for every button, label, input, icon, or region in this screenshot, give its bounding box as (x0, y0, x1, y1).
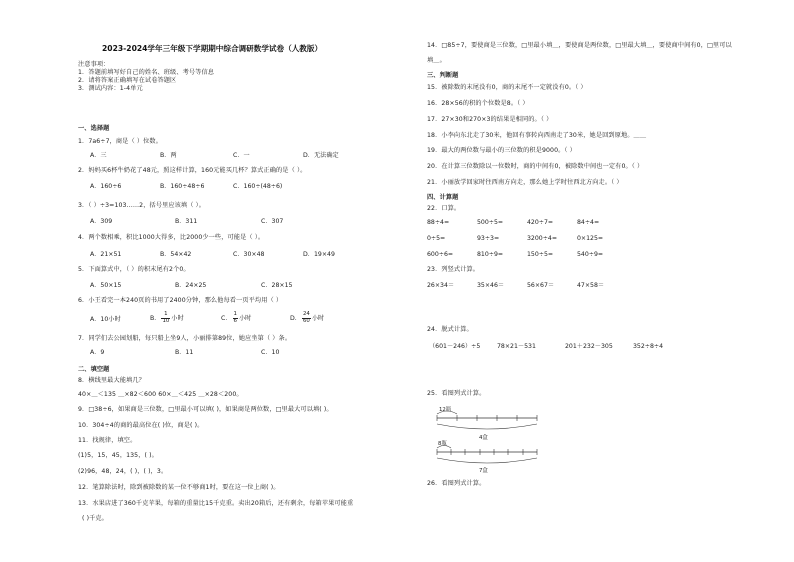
question-18: 18．小李向东北走了30米，他回有事转向西南走了30米，她是回到原地。＿＿ (427, 132, 647, 139)
section-calc-heading: 四、计算题 (427, 194, 459, 201)
oral-item: 84÷4= (577, 219, 600, 226)
question-25: 25．看图列式计算。 (427, 390, 486, 397)
vertical-item: 56×67＝ (527, 282, 555, 289)
question-8-items: 40×＿＜135 ＿×82＜600 60×＿＜425 ＿×28＜200。 (78, 391, 243, 398)
oral-item: 0÷5= (427, 235, 446, 242)
option: A．三 (90, 152, 107, 159)
question-5: 5．下面算式中，（ ）的积末尾有2个0。 (78, 266, 190, 273)
question-17: 17．27×30和270×3的结果是相同的。（ ） (427, 116, 553, 123)
question-10: 10．304÷4的商的最高位在( )位，商是( )。 (78, 422, 204, 429)
vertical-item: 35×46＝ (477, 282, 505, 289)
vertical-item: 47×58＝ (577, 282, 605, 289)
question-16: 16．28×56的积的个位数是8。（ ） (427, 100, 529, 107)
option: B．24×25 (175, 282, 207, 289)
option: B．54×42 (160, 251, 192, 258)
section-judge-heading: 三、判断题 (427, 72, 459, 79)
stepwise-item: 78×21－531 (497, 343, 536, 350)
question-21: 21．小丽放学回家时往西南方向走，那么她上学时往西北方向走。（ ） (427, 179, 623, 186)
question-12: 12．笔算除法时，除到被除数的某一位不够商1时，要在这一位上商( )。 (78, 484, 280, 491)
question-6: 6．小王看完一本240页的书用了2400分钟，那么他每看一页平均用（ ） (78, 297, 283, 304)
question-1: 1．7a6÷7，商是（ ）位数。 (78, 138, 162, 145)
option: D．无法确定 (303, 152, 339, 159)
option: C．30×48 (233, 251, 265, 258)
question-22: 22．口算。 (427, 205, 461, 212)
oral-item: 540÷9= (577, 251, 604, 258)
question-26: 26．看图列式计算。 (427, 480, 486, 487)
question-15: 15．被除数的末尾没有0，商的末尾不一定就没有0。（ ） (427, 84, 587, 91)
question-14-cont: 填＿。 (427, 57, 446, 64)
option: C．28×15 (261, 282, 293, 289)
vertical-item: 26×34＝ (427, 282, 455, 289)
option: B．11 (175, 349, 194, 356)
question-14: 14．□85÷7，要使商是三位数，□里最小填＿，要使商是两位数，□里最大填＿，要使商中间有0，□里可以 (427, 42, 732, 49)
option: B．311 (175, 218, 198, 225)
option: C．一 (233, 152, 250, 159)
option: A．160÷6 (90, 183, 122, 190)
oral-item: 88÷4= (427, 219, 450, 226)
question-2: 2．妈妈买6杯牛奶花了48元，照这样计算，160元能买几杯？算式正确的是（ ）。 (78, 167, 307, 174)
option: C．307 (261, 218, 284, 225)
fig1-bottom-label: 4盒 (479, 435, 488, 441)
question-24: 24．脱式计算。 (427, 326, 473, 333)
stepwise-item: 201＋232－305 (565, 343, 613, 350)
oral-item: 93÷3= (477, 235, 500, 242)
option: C．10 (261, 349, 280, 356)
option-fraction: C． $\frac{1}{6}$ 小时 (221, 311, 252, 324)
question-8: 8．横线里最大能填几？ (78, 377, 145, 384)
option-fraction: B． $\frac{1}{10}$ 小时 (150, 311, 184, 324)
question-19: 19．最大的两位数与最小的三位数的积是9000。（ ） (427, 147, 576, 154)
section-choice-heading: 一、选择题 (78, 125, 110, 132)
option: A．50×15 (90, 282, 122, 289)
question-9: 9．□38÷6，如果商是三位数，□里最小可以填( )，如果商是两位数，□里最大可以填( )。 (78, 406, 333, 413)
notice-item: 1．答题前填写好自己的姓名、班级、考号等信息 (78, 69, 215, 76)
fig1-top-label: 12瓶 (439, 407, 452, 413)
oral-item: 3200÷4= (527, 235, 558, 242)
notice-item: 2．请将答案正确填写在试卷答题区 (78, 77, 177, 84)
question-3: 3．（ ）÷3=103……2，括号里应该填（ ）。 (78, 202, 206, 209)
page-title: 2023-2024学年三年级下学期期中综合调研数学试卷（人教版） (102, 44, 323, 53)
question-7: 7．同学们去公园划船，每只船上坐9人，小丽排第89位，她应坐第（ ）条。 (78, 335, 292, 342)
question-23: 23．列竖式计算。 (427, 266, 480, 273)
section-fill-heading: 二、填空题 (78, 366, 110, 373)
notice-heading: 注意事项： (78, 61, 110, 68)
oral-item: 810÷9= (477, 251, 504, 258)
option: B．160÷48÷6 (160, 183, 205, 190)
question-13-blank: ( )千克。 (82, 515, 108, 522)
bar-diagram-2 (433, 440, 543, 476)
question-4: 4．两个数相乘，积比1000大得多，比2000少一些，可能是（ ）。 (78, 234, 265, 241)
fig2-bottom-label: 7盒 (479, 468, 488, 474)
option: B．两 (160, 152, 177, 159)
fig2-bottom-brace (437, 458, 537, 463)
option: A．21×51 (90, 251, 122, 258)
option: A．10小时 (90, 316, 121, 323)
notice-item: 3．测试内容：1-4单元 (78, 85, 143, 92)
option: A．309 (90, 218, 113, 225)
stepwise-item: （601－246）÷5 (429, 343, 481, 350)
option-fraction: D． $\frac{24}{60}$ 小时 (290, 311, 325, 324)
fig1-bottom-brace (437, 424, 537, 429)
stepwise-item: 352÷8÷4 (633, 343, 664, 350)
oral-item: 0×125= (577, 235, 604, 242)
question-11-a: (1)5，15，45，135，( )。 (78, 452, 158, 459)
oral-item: 500÷5= (477, 219, 504, 226)
question-13: 13．水果店进了360千克苹果，每箱的重量比15千克重。卖出20箱后，还有剩余，每箱苹果可能重 (78, 500, 354, 507)
question-11-b: (2)96，48，24，( )，( )，3。 (78, 468, 168, 475)
option: D．19×49 (303, 251, 335, 258)
question-20: 20．在计算三位数除以一位数时，商的中间有0，被除数中间也一定有0。（ ） (427, 163, 644, 170)
oral-item: 420÷7= (527, 219, 554, 226)
fig2-top-label: 8瓶 (438, 441, 447, 447)
oral-item: 150÷5= (527, 251, 554, 258)
question-11: 11．找规律，填空。 (78, 437, 137, 444)
option: C．160÷(48÷6) (233, 183, 283, 190)
oral-item: 600÷6= (427, 251, 454, 258)
bar-diagram-1 (433, 404, 543, 444)
option: A．9 (90, 349, 105, 356)
